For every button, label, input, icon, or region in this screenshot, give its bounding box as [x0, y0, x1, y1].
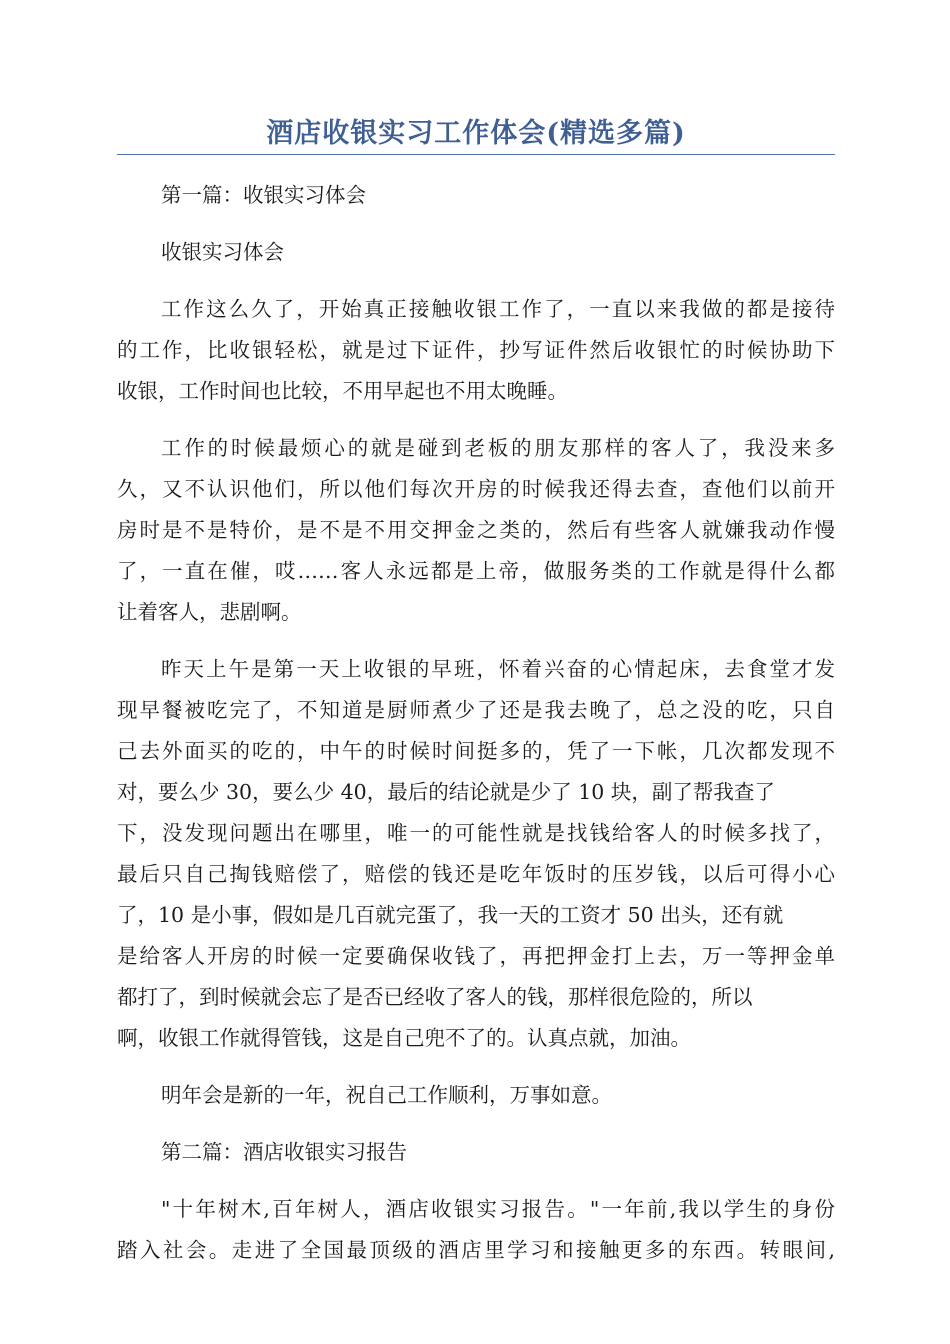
text-line: 的工作，比收银轻松，就是过下证件，抄写证件然后收银忙的时候协助下: [117, 338, 835, 362]
text-line: 踏入社会。走进了全国最顶级的酒店里学习和接触更多的东西。转眼间,: [117, 1238, 835, 1262]
text-line: 久，又不认识他们，所以他们每次开房的时候我还得去查，查他们以前开: [117, 477, 835, 501]
document-body: [117, 175, 835, 1271]
text-line: 房时是不是特价，是不是不用交押金之类的，然后有些客人就嫌我动作慢: [117, 518, 835, 542]
document-title: 酒店收银实习工作体会(精选多篇): [266, 118, 686, 149]
text-line: 啊，收银工作就得管钱，这是自己兜不了的。认真点就，加油。: [117, 1026, 691, 1050]
text-line: 最后只自己掏钱赔偿了，赔偿的钱还是吃年饭时的压岁钱，以后可得小心: [117, 862, 835, 886]
text-line: 昨天上午是第一天上收银的早班，怀着兴奋的心情起床，去食堂才发: [161, 657, 835, 681]
paragraph-5: [117, 1189, 835, 1271]
text-line: 现早餐被吃完了，不知道是厨师煮少了还是我去晚了，总之没的吃，只自: [117, 698, 835, 722]
text-line: 了，10 是小事，假如是几百就完蛋了，我一天的工资才 50 出头，还有就: [117, 903, 784, 927]
text-line: 对，要么少 30，要么少 40，最后的结论就是少了 10 块，副了帮我查了: [117, 780, 775, 804]
text-line: "十年树木,百年树人，酒店收银实习报告。"一年前,我以学生的身份: [161, 1197, 835, 1221]
text-line: 了，一直在催，哎……客人永远都是上帝，做服务类的工作就是得什么都: [117, 559, 835, 583]
paragraph-2: [117, 428, 835, 633]
text-line: 收银，工作时间也比较，不用早起也不用太晚睡。: [117, 379, 568, 403]
document-page: [117, 112, 835, 1271]
text-line: 工作这么久了，开始真正接触收银工作了，一直以来我做的都是接待: [161, 297, 835, 321]
section-heading-2: 第二篇：酒店收银实习报告: [161, 1140, 407, 1164]
paragraph-3: [117, 649, 835, 1059]
subheading: 收银实习体会: [161, 240, 284, 264]
paragraph-1: [117, 289, 835, 412]
section-heading-1: 第一篇：收银实习体会: [161, 183, 366, 207]
text-line: 都打了，到时候就会忘了是否已经收了客人的钱，那样很危险的，所以: [117, 985, 753, 1009]
text-line: 是给客人开房的时候一定要确保收钱了，再把押金打上去，万一等押金单: [117, 944, 835, 968]
text-line: 工作的时候最烦心的就是碰到老板的朋友那样的客人了，我没来多: [161, 436, 835, 460]
text-line: 己去外面买的吃的，中午的时候时间挺多的，凭了一下帐，几次都发现不: [117, 739, 835, 763]
paragraph-4: 明年会是新的一年，祝自己工作顺利，万事如意。: [161, 1083, 612, 1107]
text-line: 让着客人，悲剧啊。: [117, 600, 302, 624]
text-line: 下，没发现问题出在哪里，唯一的可能性就是找钱给客人的时候多找了，: [117, 821, 835, 845]
